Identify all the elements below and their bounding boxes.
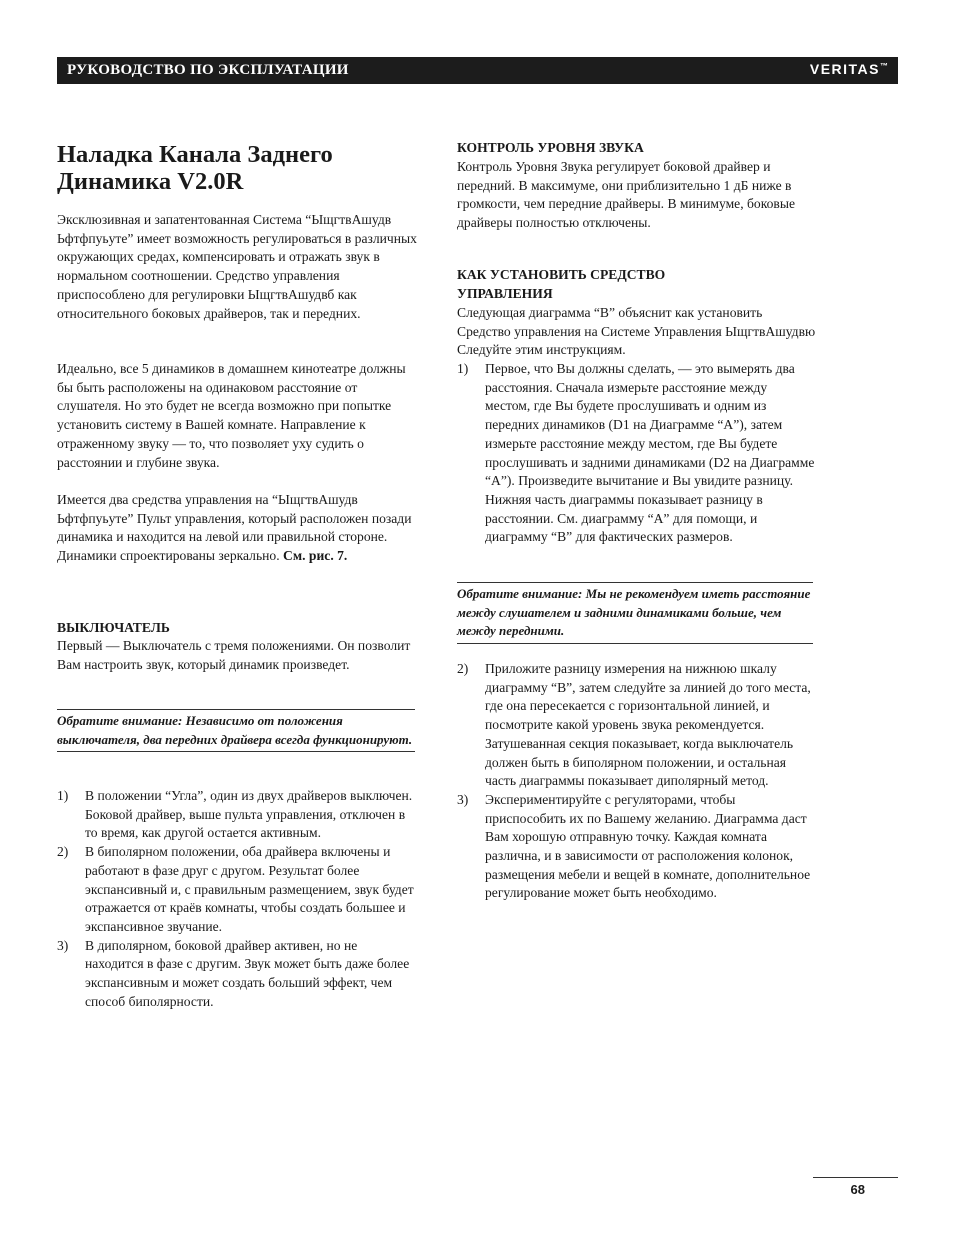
level-heading: КОНТРОЛЬ УРОВНЯ ЗВУКА [457,140,644,155]
brand-name: VERITAS [809,61,880,77]
install-steps-list-part2 [457,660,815,903]
list-item [457,360,815,547]
intro-paragraph: Эксклюзивная и запатентованная Система “ЫщгтвАшудв Ьфтфпуьуте” имеет возможность регулироваться в различных окружающих средах, компенсировать и отражать звук в нормальном соотношении. Средство управления приспособлено для регулировки ЫщгтвАшудвб как относительного боковых драйверов, так и передних. [57,212,417,321]
list-item [457,660,815,791]
install-heading: КАК УСТАНОВИТЬ СРЕДСТВО УПРАВЛЕНИЯ [457,267,666,301]
placement-paragraph: Идеально, все 5 динамиков в домашнем кинотеатре должны бы быть расположены на одинаковом расстояние от слушателя. Но это будет не всегда возможно при попытке установить систему в Вашей комнате. Направление к отраженному звуку — то, что позволяет уху судить о расстоянии и глубине звука. [57,361,406,470]
list-item [57,937,417,1012]
level-paragraph: Контроль Уровня Звука регулирует боковой драйвер и передний. В максимуме, они приблизительно 1 дБ ниже в громкости, чем передние драйверы. В минимуме, боковые драйверы полностью отключены. [457,159,796,231]
switch-positions-list [57,787,417,1011]
list-item-text: В биполярном положении, оба драйвера включены и работают в фазе друг с другом. Результат более экспансивный и, с правильным размещением, звук будет отражается от краёв комнаты, чтобы создать большее и экспансивное звучание. [85,844,414,934]
list-item-text: Экспериментируйте с регуляторами, чтобы приспособить их по Вашему желанию. Диаграмма даст Вам хорошую отправную точку. Каждая комната различна, и в зависимости от расположения колонок, размещения мебели и вещей в комнате, дополнительное регулирование может быть необходимо. [485,791,811,901]
note-box: Обратите внимание: Мы не рекомендуем иметь расстояние между слушателем и задними динамиками больше, чем между передними. [457,582,813,644]
figure-reference: См. рис. 7. [283,548,348,564]
list-number: 2) [457,661,469,676]
controls-paragraph-text: Имеется два средства управления на “ЫщгтвАшудв Ьфтфпуьуте” Пульт управления, который расположен позади динамика и находится на левой или правильной стороне. Динамики спроектированы зеркально. [57,492,412,564]
page-header [57,57,898,84]
install-steps-list-part1 [457,360,815,547]
list-item-text: В положении “Угла”, один из двух драйверов выключен. Боковой драйвер, выше пульта управления, отключен в то время, как другой остается активным. [85,788,413,841]
footer-divider [813,1177,898,1178]
list-number: 2) [57,844,69,860]
install-paragraph: Следующая диаграмма “B” объяснит как установить Средство управления на Системе Управления ЫщгтвАшудвю Следуйте этим инструкциям. [457,305,816,358]
note-box: Обратите внимание: Независимо от положения выключателя, два передних драйвера всегда функционируют. [57,709,415,752]
trademark-mark: ™ [880,61,888,71]
list-number: 1) [57,788,69,803]
page-title: Наладка Канала Заднего Динамика V2.0R [57,141,333,195]
switch-paragraph: Первый — Выключатель с тремя положениями. Он позволит Вам настроить звук, который динамик произведет. [57,638,411,672]
list-number: 3) [57,937,69,953]
list-number: 3) [457,791,469,807]
brand-logo [810,61,888,77]
list-item-text: В диполярном, боковой драйвер активен, но не находится в фазе с другим. Звук может быть даже более экспансивным и может создать больший эффект, чем способ биполярности. [85,937,410,1009]
list-item [457,791,815,903]
page-number: 68 [850,1182,865,1197]
controls-paragraph [57,491,419,566]
list-item-text: Первое, что Вы должны сделать, — это вымерять два расстояния. Сначала измерьте расстояние между местом, где Вы будете прослушивать и одним из передних динамиков (D1 на Диаграмме “A”), затем измерьте расстояние между местом, где Вы будете прослушивать и задними динамиками (D2 на Диаграмме “A”). Произведите вычитание и Вы увидите разницу. Нижняя часть диаграммы показывает разницу в расстоянии. См. диаграмму “A” для помощи, и диаграмму “B” для фактических размеров. [485,361,815,545]
list-item [57,787,417,843]
header-title: РУКОВОДСТВО ПО ЭКСПЛУАТАЦИИ [67,62,349,78]
switch-heading: ВЫКЛЮЧАТЕЛЬ [57,620,170,635]
list-number: 1) [457,361,469,376]
list-item-text: Приложите разницу измерения на нижнюю шкалу диаграмму “B”, затем следуйте за линией до того места, где она пересекается с горизонтальной линией, и посмотрите какой уровень звука рекомендуется. Затушеванная секция показывает, когда выключатель должен быть в биполярном положении, и остальная часть диаграммы показывает диполярный метод. [485,661,811,789]
list-item [57,843,417,937]
